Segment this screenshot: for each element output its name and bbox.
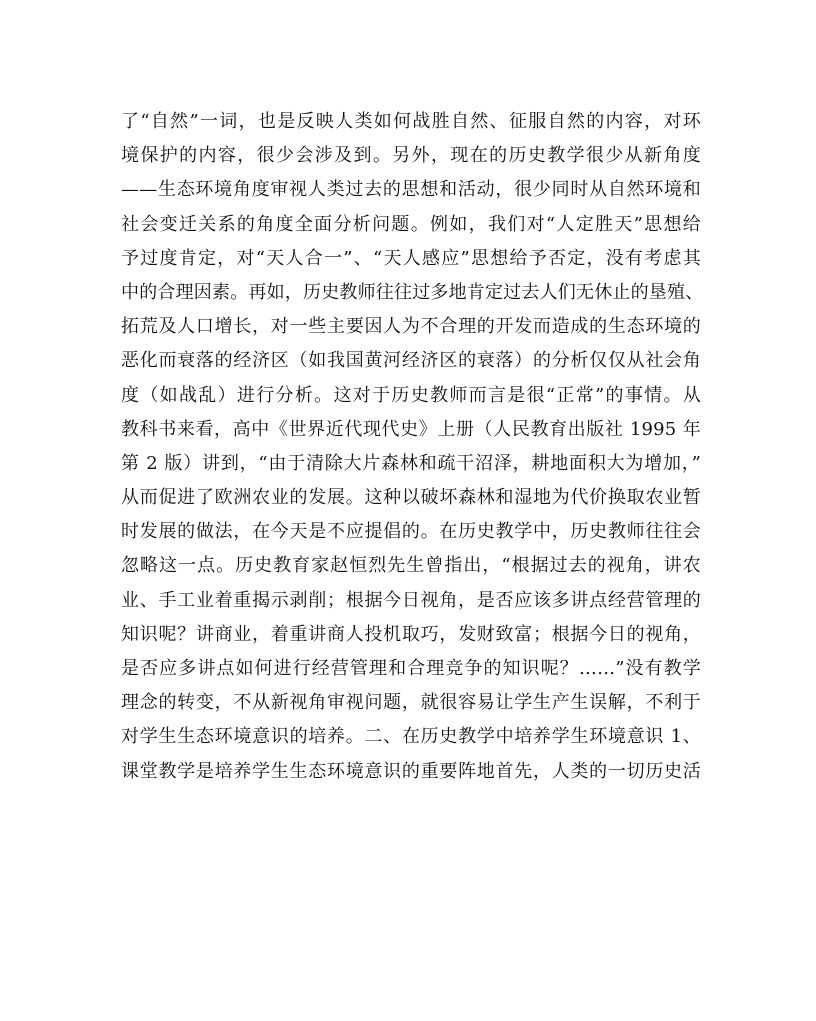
body-text xyxy=(121,105,704,789)
text-line: 忽略这一点。历史教育家赵恒烈先生曾指出，“根据过去的视角，讲农 xyxy=(121,555,701,577)
text-line: 是否应多讲点如何进行经营管理和合理竞争的知识呢？……”没有教学 xyxy=(121,658,701,679)
text-line: 了“自然”一词，也是反映人类如何战胜自然、征服自然的内容，对环 xyxy=(121,111,701,132)
text-line: 境保护的内容，很少会涉及到。另外，现在的历史教学很少从新角度 xyxy=(121,145,701,167)
text-line: 恶化而衰落的经济区（如我国黄河经济区的衰落）的分析仅仅从社会角 xyxy=(121,350,701,372)
text-line: 度（如战乱）进行分析。这对于历史教师而言是很“正常”的事情。从 xyxy=(121,384,701,406)
text-line: 中的合理因素。再如，历史教师往往过多地肯定过去人们无休止的垦殖、 xyxy=(121,281,704,303)
text-line: 社会变迁关系的角度全面分析问题。例如，我们对“人定胜天”思想给 xyxy=(121,213,701,235)
text-line: 拓荒及人口增长，对一些主要因人为不合理的开发而造成的生态环境的 xyxy=(121,316,701,338)
text-line: 课堂教学是培养学生生态环境意识的重要阵地首先，人类的一切历史活 xyxy=(121,760,701,782)
text-line: 教科书来看，高中《世界近代现代史》上册（人民教育出版社 1995 年 xyxy=(121,418,701,440)
text-line: ——生态环境角度审视人类过去的思想和活动，很少同时从自然环境和 xyxy=(121,179,701,201)
text-line: 第 2 版）讲到，“由于清除大片森林和疏干沼泽，耕地面积大为增加，” xyxy=(121,452,701,474)
text-line: 予过度肯定，对“天人合一”、“天人感应”思想给予否定，没有考虑其 xyxy=(121,247,701,269)
text-line: 时发展的做法，在今天是不应提倡的。在历史教学中，历史教师往往会 xyxy=(121,521,701,543)
text-line: 从而促进了欧洲农业的发展。这种以破坏森林和湿地为代价换取农业暂 xyxy=(121,487,701,509)
text-line: 知识呢？讲商业，着重讲商人投机取巧，发财致富；根据今日的视角， xyxy=(121,623,701,645)
text-line: 对学生生态环境意识的培养。二、在历史教学中培养学生环境意识 1、 xyxy=(121,726,701,748)
text-line: 业、手工业着重揭示剥削；根据今日视角，是否应该多讲点经营管理的 xyxy=(121,589,701,611)
text-line: 理念的转变，不从新视角审视问题，就很容易让学生产生误解，不利于 xyxy=(121,692,701,714)
